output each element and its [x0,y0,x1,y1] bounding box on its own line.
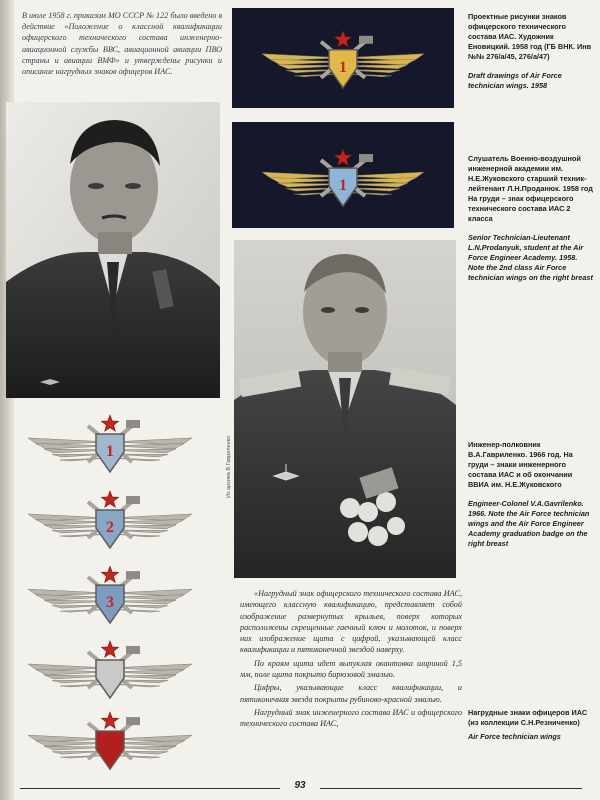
portrait-gavrilenko [234,240,456,578]
class-numeral: 2 [106,518,114,536]
red-star [101,415,118,431]
caption-ru: Слушатель Военно-воздушной инженерной академии им. Н.Е.Жуковского старший техник-лейтенант Л.Н.Проданюк. 1958 год На груди – знак офицерского технического состава ИАС 2 класса [468,154,593,223]
caption-badges [468,708,594,742]
hammer-head [126,571,140,579]
intro-paragraph: В июле 1958 г. приказом МО СССР № 122 было введено в действие «Положение о классной квалификации офицерского технического состава инженерно-авиационной службы ВВС, авиационной авиации ПВО страны и авиации ВМФ» и утверждены рисунки и описание нагрудных знаков офицеров ИАС. [22,11,222,77]
body-paragraph: По краям щита идет выпуклая окантовка шириной 1,5 мм, поле щита покрыто бирюзовой эмалью. [240,658,462,680]
caption-ru: Нагрудные знаки офицеров ИАС (из коллекции С.Н.Резниченко) [468,708,588,727]
hammer-head [126,420,140,428]
caption-ru: Инженер-полковник В.А.Гавриленко. 1966 год. На груди – знаки инженерного состава ИАС и об окончании ВВИА им. Н.Е.Жуковского [468,440,573,489]
draft-wing-badge-1 [248,22,438,94]
hammer-head [359,36,373,44]
body-text [240,588,462,732]
badge-shield [96,731,124,769]
badge-technician-star [14,708,206,772]
body-paragraph: Нагрудный знак инженерного состава ИАС и офицерского технического состава ИАС, [240,707,462,729]
badge-class-1 [14,412,206,474]
body-paragraph: Цифры, указывающие класс квалификации, и пятиконечная звезда покрыты рубиново-красной эмалью. [240,683,462,704]
badge-class-3 [14,562,206,626]
portrait-prodanyuk [6,102,220,398]
hammer-head [126,496,140,504]
caption-en: Air Force technician wings [468,732,561,741]
caption-en: Engineer-Colonel V.A.Gavrilenko. 1966. Note the Air Force technician wings and the Air Force Engineer Academy graduation badge on the right breast [468,499,590,548]
caption-ru: Проектные рисунки знаков офицерского технического состава ИАС. Художник Еновицкий. 1958 год (ГБ ВНК. Инв №№ 276/а/45, 276/а/47) [468,12,592,61]
red-star [334,31,351,47]
caption-en: Senior Technician-Lieutenant L.N.Prodanyuk, student at the Air Force Engineer Academy. 1958. Note the 2nd class Air Force technician wings on the right breast [468,233,593,282]
caption-draft-drawings [468,12,594,91]
class-numeral: 3 [106,594,114,612]
red-star [101,712,118,728]
red-star [334,149,351,165]
draft-wing-badge-2 [248,138,438,214]
red-star [101,641,118,657]
badge-engineer [14,638,206,700]
hammer-head [126,646,140,654]
class-numeral: 1 [339,58,347,76]
hammer-head [126,717,140,725]
photo-credit: Из архива В.Гавриленко [226,435,232,498]
body-paragraph: «Нагрудный знак офицерского технического состава ИАС, имеющего классную квалификацию, представляет собой изображение развернутых крыльев, поверх которых расположены скрещенные гаечный ключ и молоток, и поверх них изображение щита с цифрой, указывающей класс квалификации и пятиконечной звездой наверху. [240,589,462,655]
class-numeral: 1 [106,442,114,460]
page-number: 93 [294,780,306,791]
caption-en: Draft drawings of Air Force technician wings. 1958 [468,71,562,90]
hammer-head [359,154,373,162]
badge-class-2 [14,488,206,550]
caption-prodanyuk [468,154,594,283]
badge-shield [96,660,124,698]
red-star [101,491,118,507]
red-star [101,566,118,582]
class-numeral: 1 [339,177,347,195]
caption-gavrilenko [468,440,594,549]
